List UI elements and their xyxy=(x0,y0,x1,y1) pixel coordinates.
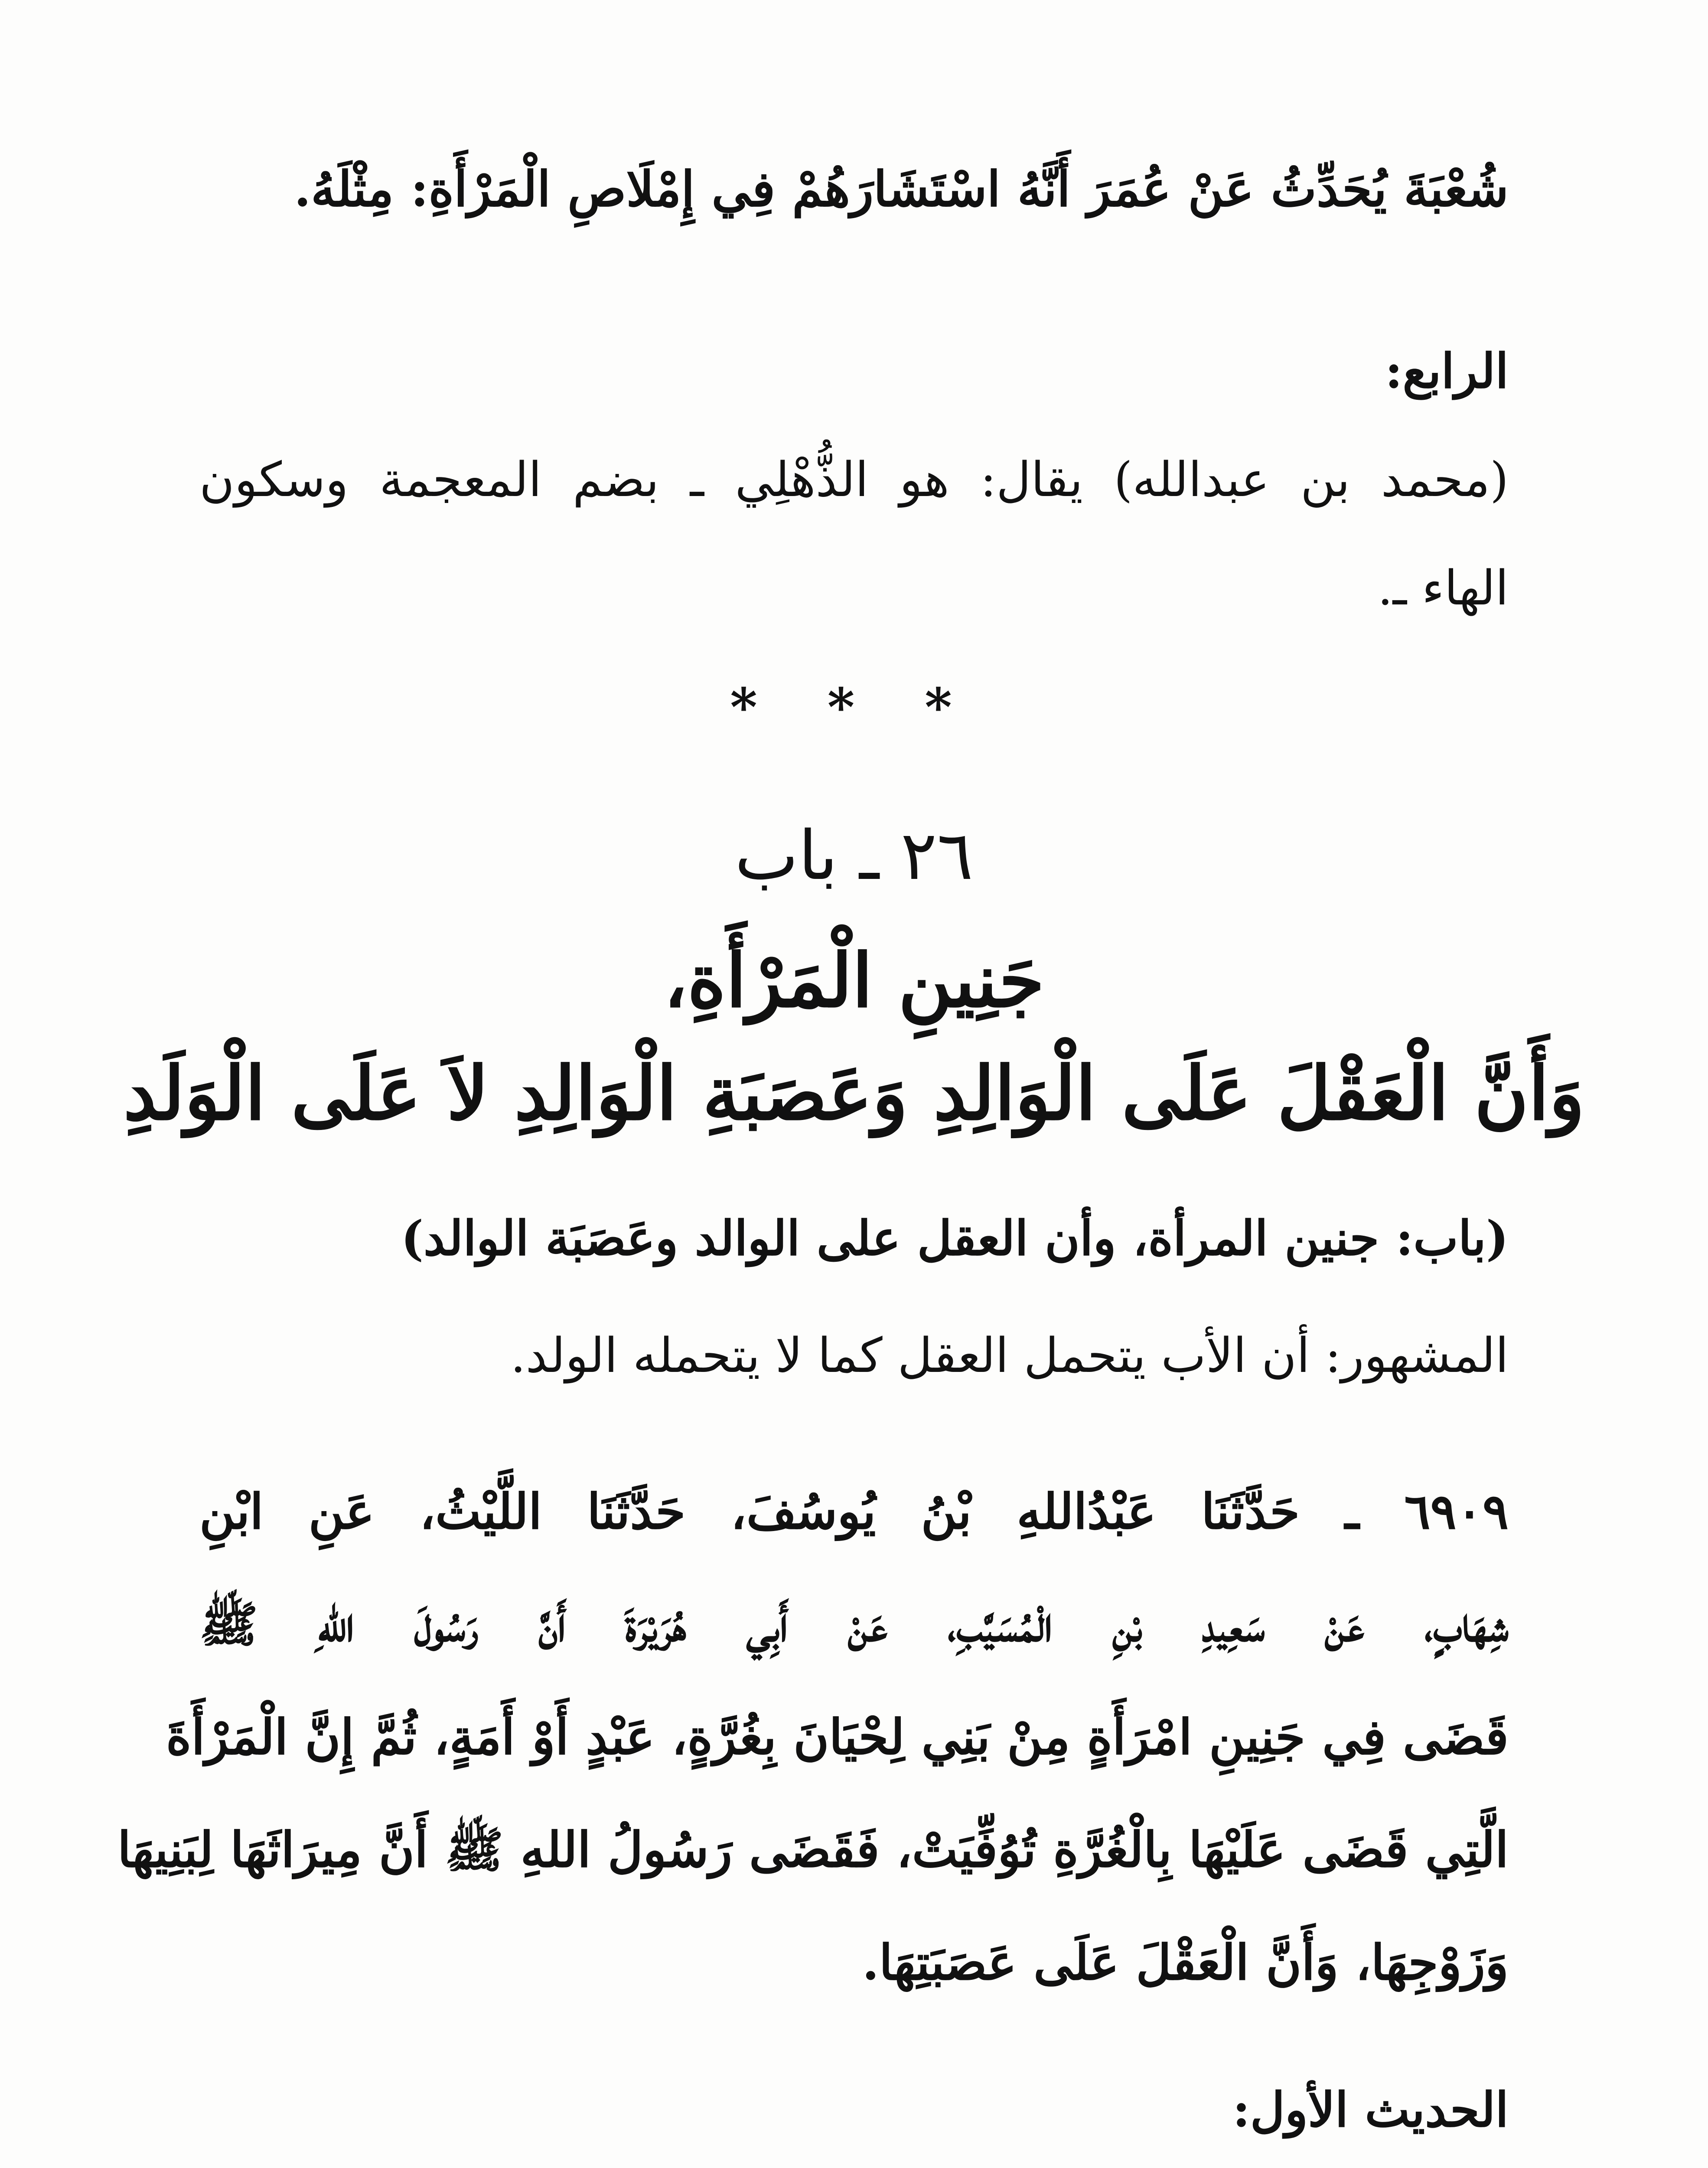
hadith-6909-line-2: شِهَابٍ، عَنْ سَعِيدِ بْنِ الْمُسَيَّبِ، عَنْ أَبِي هُرَيْرَةَ أَنَّ رَسُولَ اللهِ ﷺ xyxy=(199,1596,1509,1653)
hadith-6909-line-5: وَزَوْجِهَا، وَأَنَّ الْعَقْلَ عَلَى عَصَبَتِهَا. xyxy=(862,1934,1509,1991)
chapter-number-label: ٢٦ ـ باب xyxy=(734,816,974,895)
hadith-6909-line-4: الَّتِي قَضَى عَلَيْهَا بِالْغُرَّةِ تُوُفِّيَتْ، فَقَضَى رَسُولُ اللهِ ﷺ أَنَّ مِيرَاثَهَا لِبَنِيهَا xyxy=(117,1822,1509,1878)
note-4-line-1: (محمد بن عبدالله) يقال: هو الذُّهْلِي ـ بضم المعجمة وسكون xyxy=(199,452,1509,507)
commentary-line-1: (باب: جنين المرأة، وأن العقل على الوالد وعَصَبَة الوالد) xyxy=(401,1210,1509,1266)
hadith-6909-line-1: ٦٩٠٩ ـ حَدَّثَنَا عَبْدُاللهِ بْنُ يُوسُفَ، حَدَّثَنَا اللَّيْثُ، عَنِ ابْنِ xyxy=(199,1483,1509,1540)
note-4-heading: الرابع: xyxy=(1385,343,1509,399)
chapter-title-line-2: وَأَنَّ الْعَقْلَ عَلَى الْوَالِدِ وَعَصَبَةِ الْوَالِدِ لاَ عَلَى الْوَلَدِ xyxy=(123,1050,1585,1137)
hadith-6909-line-3: قَضَى فِي جَنِينِ امْرَأَةٍ مِنْ بَنِي لِحْيَانَ بِغُرَّةٍ، عَبْدٍ أَوْ أَمَةٍ، ثُمَّ إِنَّ الْمَرْأَةَ xyxy=(166,1709,1509,1766)
chapter-title-line-1: جَنِينِ الْمَرْأَةِ، xyxy=(663,937,1045,1024)
note-4-line-2: الهاء ـ. xyxy=(1377,560,1509,616)
top-hadith-line-1: شُعْبَةَ يُحَدِّثُ عَنْ عُمَرَ أَنَّهُ اسْتَشَارَهُمْ فِي إِمْلَاصِ الْمَرْأَةِ: مِثْلَهُ. xyxy=(294,161,1509,218)
first-hadith-note-heading: الحديث الأول: xyxy=(1232,2082,1509,2138)
commentary-line-2: المشهور: أن الأب يتحمل العقل كما لا يتحمله الولد. xyxy=(510,1328,1509,1383)
section-separator: * * * xyxy=(730,677,978,738)
